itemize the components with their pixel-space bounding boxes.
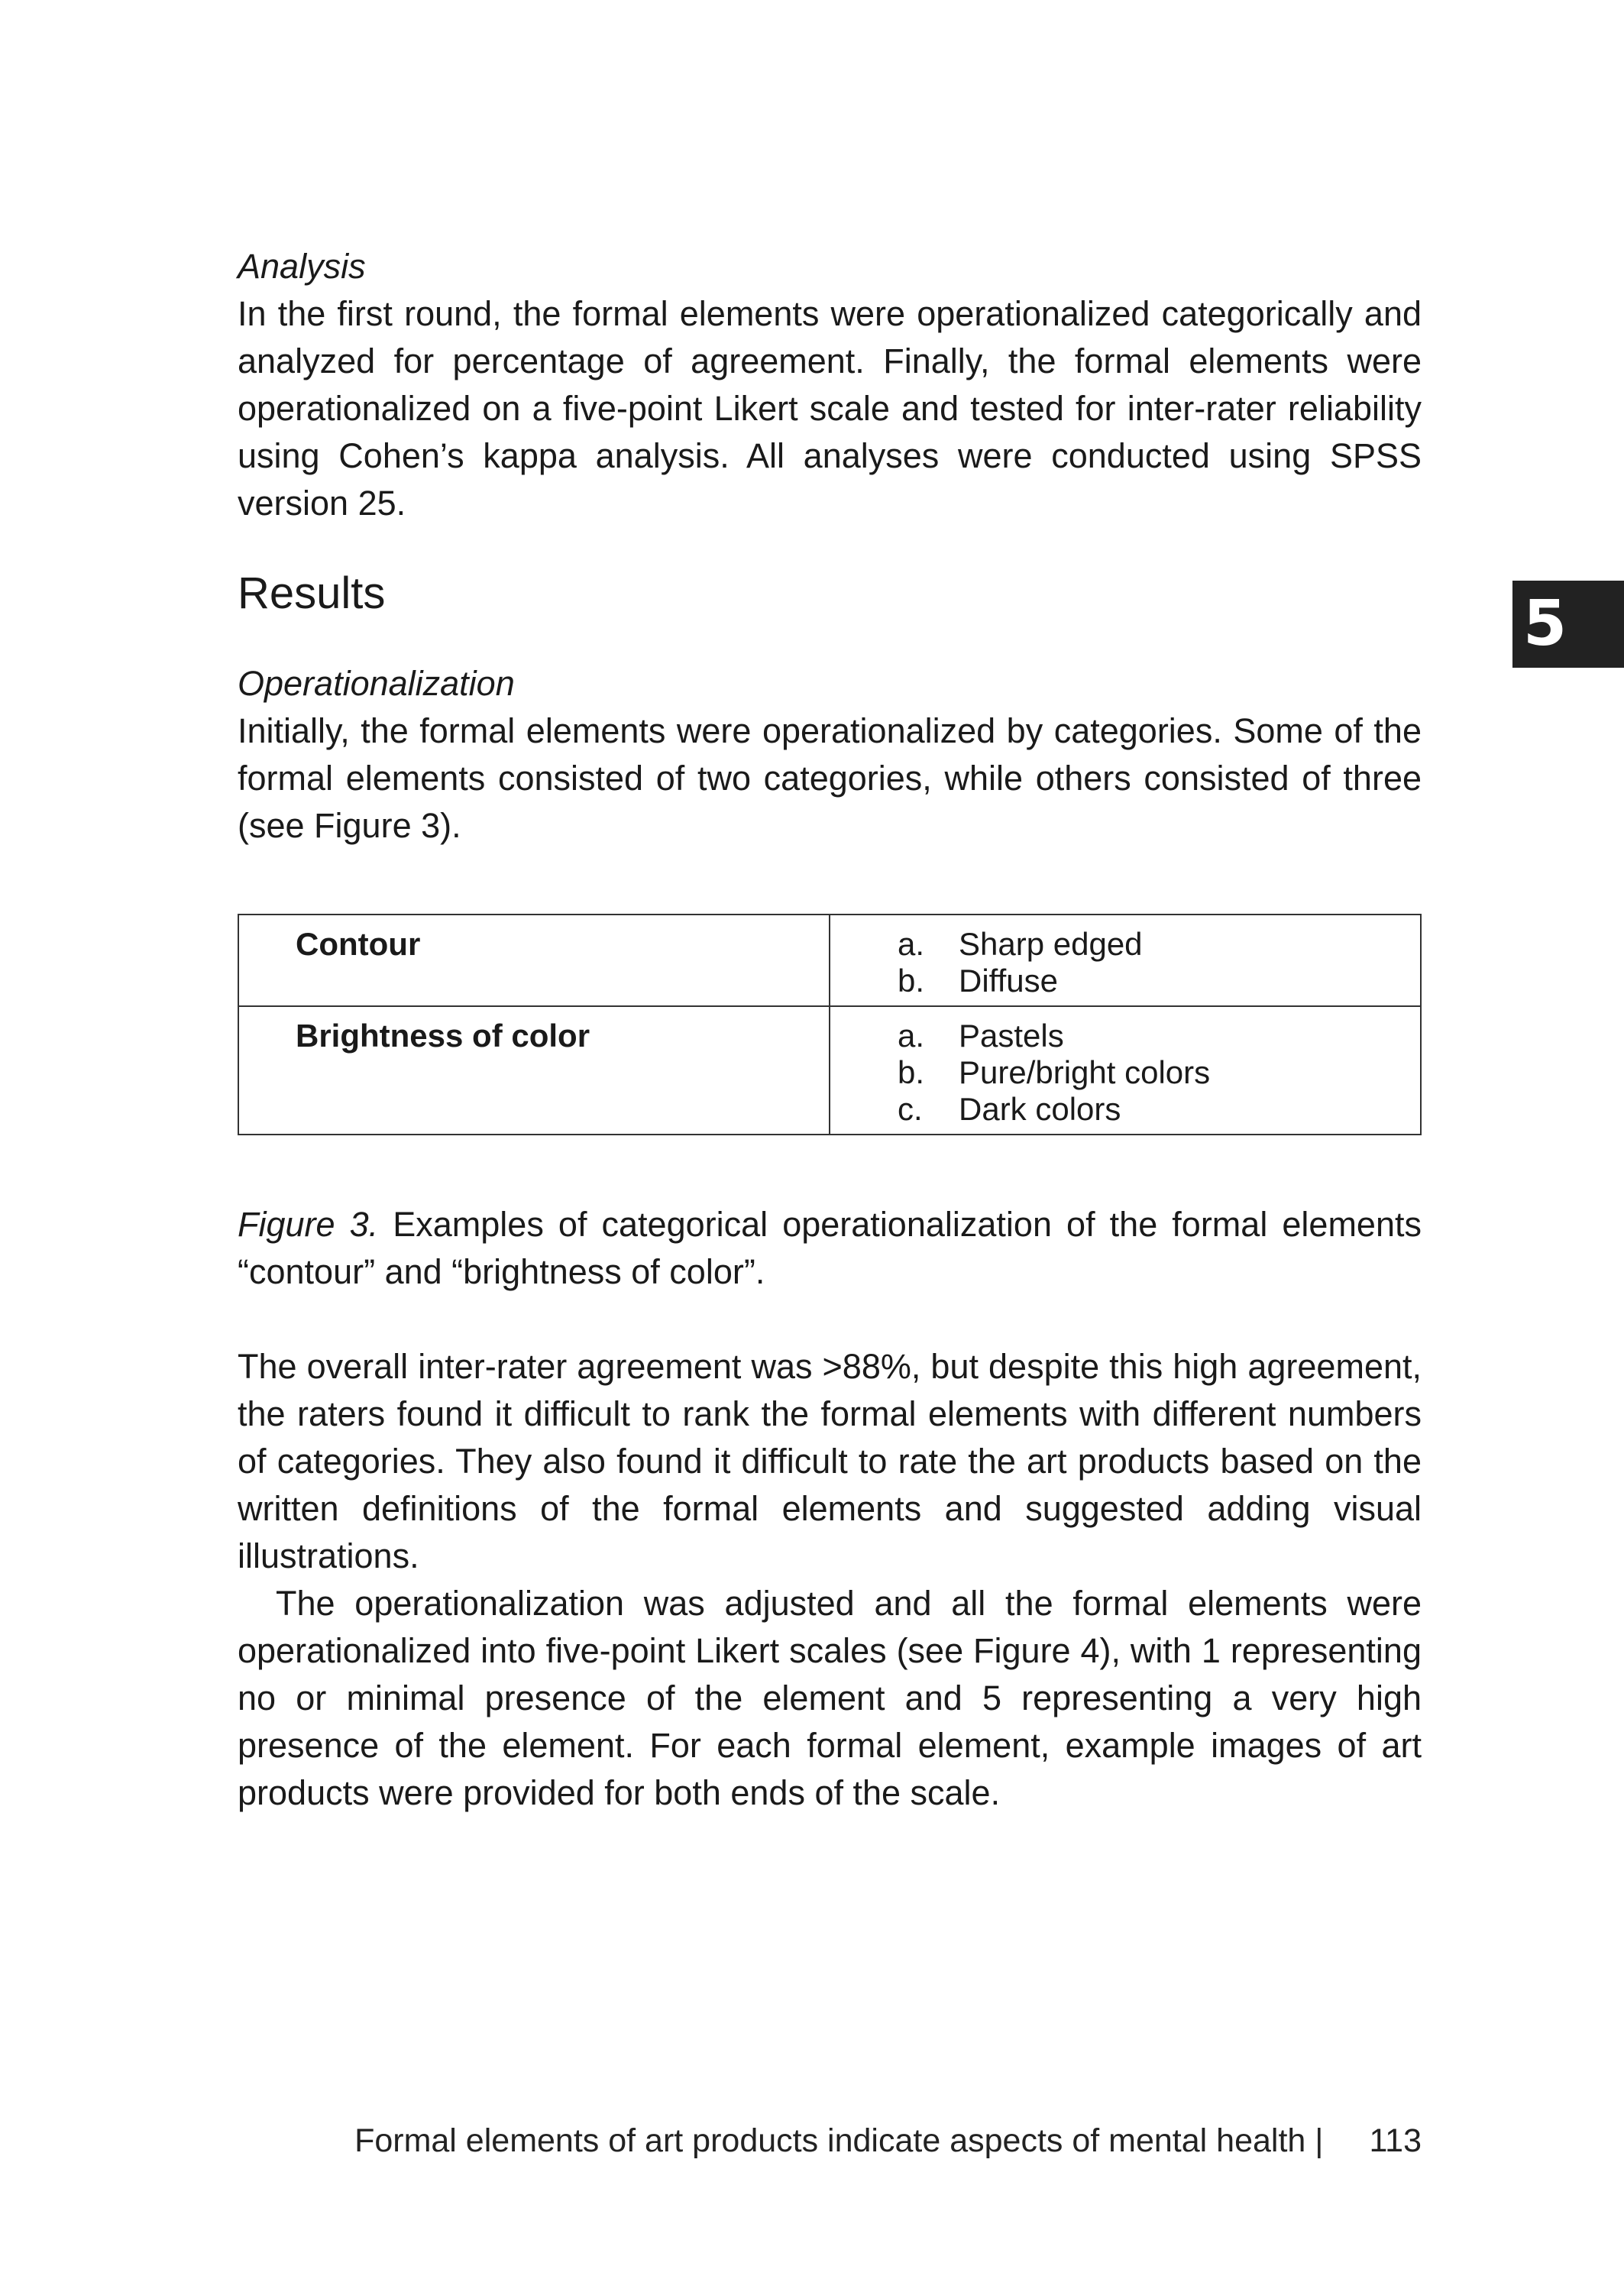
running-title: Formal elements of art products indicate aspects of mental health | <box>354 2122 1324 2159</box>
option-item <box>898 926 1420 963</box>
table-row <box>238 1006 1421 1135</box>
table-row-options <box>830 1006 1421 1135</box>
option-text: Dark colors <box>959 1091 1121 1127</box>
option-letter: a. <box>898 1018 925 1054</box>
operationalization-paragraph: Initially, the formal elements were operationalized by categories. Some of the formal elements consisted of two categories, while others consisted of three (see Figure 3). <box>238 711 1422 845</box>
categories-table <box>238 914 1422 1135</box>
analysis-paragraph: In the first round, the formal elements were operationalized categorically and analyzed for percentage of agreement. Finally, the formal elements were operationalized on a five-point Likert scale and tested for inter-rater reliability using Cohen’s kappa analysis. All analyses were conducted using SPSS version 25. <box>238 294 1422 523</box>
page-content <box>238 243 1422 1817</box>
operationalization-heading: Operationalization <box>238 664 515 703</box>
table-row-label: Contour <box>238 915 830 1006</box>
results-heading: Results <box>238 568 386 618</box>
option-letter: c. <box>898 1091 923 1127</box>
option-item <box>898 963 1420 999</box>
option-letter: b. <box>898 963 925 999</box>
option-text: Diffuse <box>959 963 1058 999</box>
figure-caption-label: Figure 3. <box>238 1205 379 1244</box>
option-text: Sharp edged <box>959 926 1143 962</box>
table-row <box>238 915 1421 1006</box>
option-letter: a. <box>898 926 925 962</box>
body-paragraph-1: The overall inter-rater agreement was >88%, but despite this high agreement, the raters found it difficult to rank the formal elements with different numbers of categories. They also found it difficult to rate the art products based on the written definitions of the formal elements and suggested adding visual illustrations. <box>238 1347 1422 1575</box>
chapter-tab: 5 <box>1512 581 1624 668</box>
table-row-label: Brightness of color <box>238 1006 830 1135</box>
option-item <box>898 1054 1420 1091</box>
page-footer <box>238 2119 1422 2162</box>
page-number: 113 <box>1369 2122 1422 2159</box>
body-paragraph-2: The operationalization was adjusted and all the formal elements were operationalized into five-point Likert scales (see Figure 4), with 1 representing no or minimal presence of the element and 5 representing a very high presence of the element. For each formal element, example images of art products were provided for both ends of the scale. <box>238 1584 1422 1812</box>
option-letter: b. <box>898 1054 925 1090</box>
option-text: Pure/bright colors <box>959 1054 1211 1090</box>
option-item <box>898 1018 1420 1054</box>
option-item <box>898 1091 1420 1128</box>
figure-caption <box>238 1201 1422 1296</box>
option-text: Pastels <box>959 1018 1064 1054</box>
table-row-options <box>830 915 1421 1006</box>
analysis-heading: Analysis <box>238 247 366 286</box>
figure-caption-text: Examples of categorical operationalization of the formal elements “contour” and “brightness of color”. <box>238 1205 1422 1291</box>
